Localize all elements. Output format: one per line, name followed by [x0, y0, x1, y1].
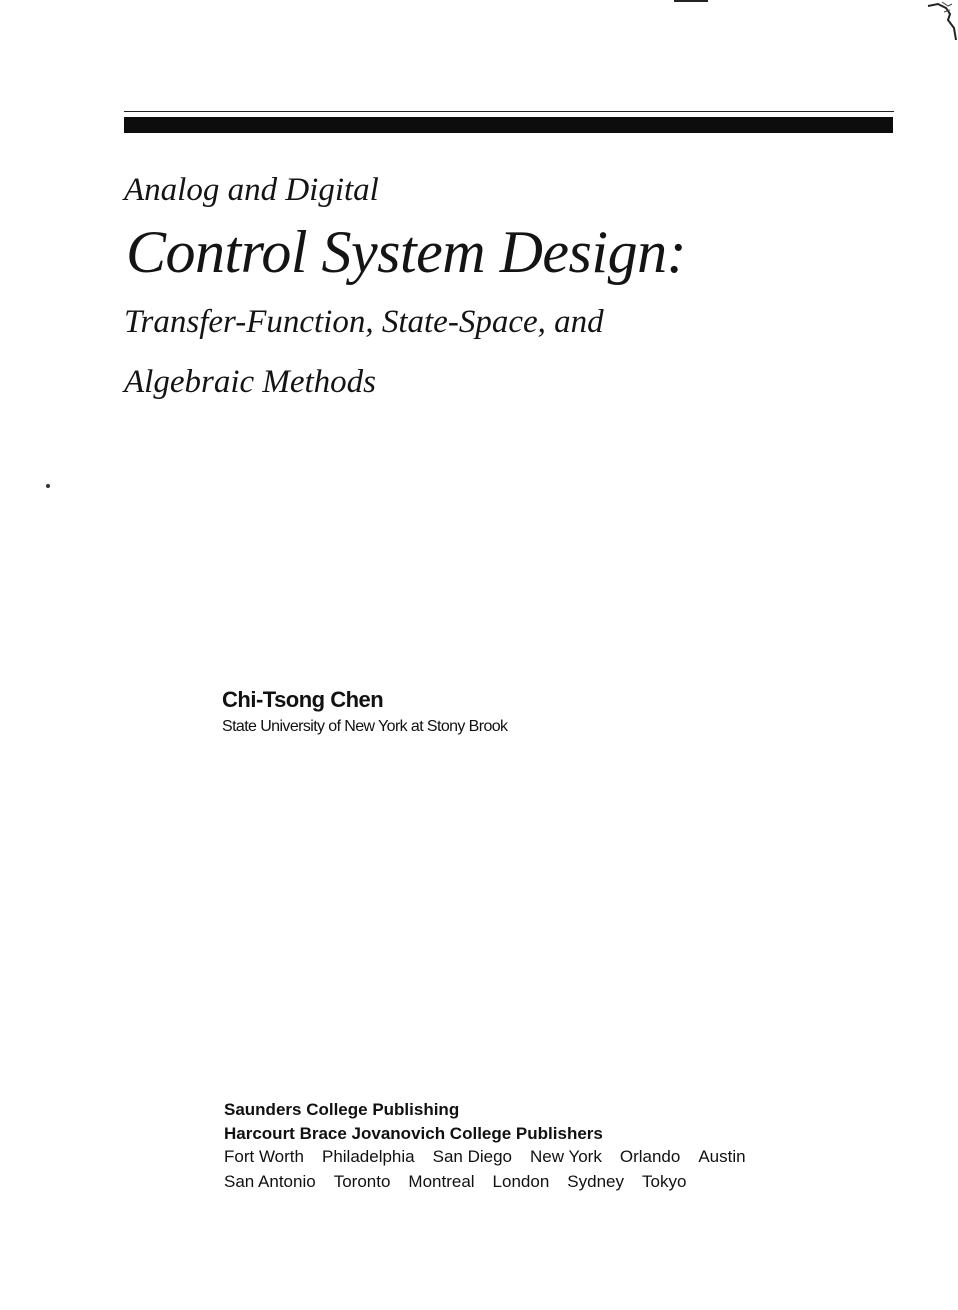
city: Austin: [698, 1147, 746, 1166]
city: Toronto: [333, 1172, 391, 1191]
scan-mark: [674, 0, 708, 2]
city: Montreal: [408, 1172, 475, 1191]
city: Fort Worth: [224, 1147, 304, 1166]
top-thick-rule: [124, 117, 893, 133]
publisher-cities-row-2: [224, 1172, 704, 1192]
scan-corner-mark: [924, 0, 958, 44]
author-affiliation: State University of New York at Stony Brook: [222, 718, 508, 735]
city: New York: [530, 1147, 602, 1166]
main-title: Control System Design:: [126, 219, 687, 285]
publisher-imprint: Saunders College Publishing: [224, 1100, 460, 1119]
publisher-name: Harcourt Brace Jovanovich College Publishers: [224, 1124, 603, 1143]
publisher-cities-row-1: [224, 1147, 764, 1167]
subtitle-line-1: Transfer-Function, State-Space, and: [124, 304, 604, 340]
subtitle-line-2: Algebraic Methods: [124, 364, 377, 400]
city: London: [492, 1172, 550, 1191]
city: Tokyo: [641, 1172, 687, 1191]
city: San Antonio: [224, 1172, 316, 1191]
city: Philadelphia: [321, 1147, 415, 1166]
city: Sydney: [567, 1172, 624, 1191]
city: San Diego: [432, 1147, 513, 1166]
top-thin-rule: [124, 111, 894, 112]
author-name: Chi-Tsong Chen: [222, 687, 384, 712]
city: Orlando: [619, 1147, 681, 1166]
scan-speck: [46, 484, 50, 488]
pre-title: Analog and Digital: [124, 172, 379, 208]
